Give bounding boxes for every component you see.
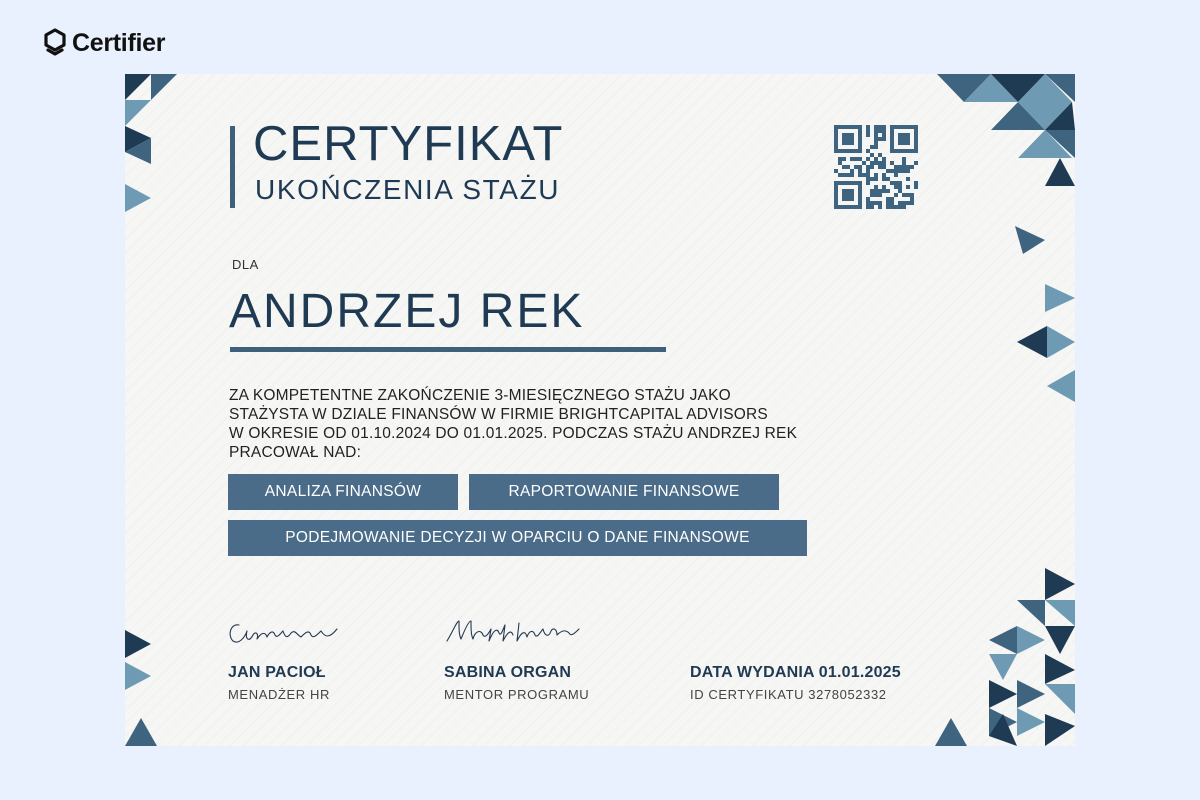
decor-triangle xyxy=(125,662,151,690)
decor-triangle xyxy=(1045,626,1075,654)
certificate-description xyxy=(229,386,869,462)
decor-triangle xyxy=(125,718,157,746)
decor-triangle xyxy=(964,74,1018,102)
decor-triangle xyxy=(1045,102,1075,130)
description-line: PRACOWAŁ NAD: xyxy=(229,444,362,461)
title-accent-bar xyxy=(230,126,235,208)
decor-triangle xyxy=(125,74,151,100)
decor-triangle xyxy=(1017,708,1045,736)
qr-code-icon xyxy=(834,125,918,209)
decor-triangle xyxy=(125,100,151,126)
recipient-name: ANDRZEJ REK xyxy=(229,285,585,338)
decor-triangle xyxy=(991,74,1045,102)
decor-triangle xyxy=(125,126,151,152)
brand-logo xyxy=(44,28,165,58)
decor-triangle xyxy=(1017,680,1045,708)
issue-date: DATA WYDANIA 01.01.2025 xyxy=(690,664,901,681)
skill-badge: PODEJMOWANIE DECYZJI W OPARCIU O DANE FINANSOWE xyxy=(228,520,807,556)
decor-triangle xyxy=(1045,684,1075,714)
decor-triangle xyxy=(151,74,177,100)
decor-triangle xyxy=(1045,568,1075,600)
decor-triangle xyxy=(1045,714,1075,746)
decor-triangle xyxy=(1047,370,1075,402)
decor-triangle xyxy=(1017,600,1045,626)
for-label: DLA xyxy=(232,257,259,272)
signatory-role: MENADŻER HR xyxy=(228,687,330,702)
description-line: STAŻYSTA W DZIALE FINANSÓW W FIRMIE BRIGHTCAPITAL ADVISORS xyxy=(229,406,768,423)
decor-triangle xyxy=(937,74,991,102)
signatory-role: MENTOR PROGRAMU xyxy=(444,687,590,702)
decor-triangle xyxy=(1045,158,1075,186)
decor-triangle xyxy=(125,630,151,658)
signatory-name: JAN PACIOŁ xyxy=(228,664,326,681)
certifier-logo-icon xyxy=(44,28,66,58)
decor-triangle xyxy=(1018,102,1072,130)
decor-triangle xyxy=(989,714,1017,746)
skill-badge: ANALIZA FINANSÓW xyxy=(228,474,458,510)
brand-name: Certifier xyxy=(72,28,166,57)
decor-triangle xyxy=(1015,226,1045,254)
decor-triangle xyxy=(989,626,1017,654)
decor-triangle xyxy=(989,654,1017,680)
certificate-title: CERTYFIKAT xyxy=(253,117,564,171)
certificate-subtitle: UKOŃCZENIA STAŻU xyxy=(255,174,561,205)
decor-triangle xyxy=(989,708,1017,736)
decor-triangle xyxy=(1045,74,1075,102)
description-line: W OKRESIE OD 01.10.2024 DO 01.01.2025. PODCZAS STAŻU ANDRZEJ REK xyxy=(229,425,798,442)
decor-triangle xyxy=(1045,654,1075,684)
decor-triangle xyxy=(935,718,967,746)
decor-triangle xyxy=(1047,326,1075,358)
decor-triangle xyxy=(1045,600,1075,626)
decor-triangle xyxy=(1045,284,1075,312)
decor-triangle xyxy=(1045,130,1075,158)
decor-triangle xyxy=(991,102,1045,130)
name-underline xyxy=(230,347,666,352)
decor-triangle xyxy=(989,680,1017,708)
decor-triangle xyxy=(1017,626,1045,654)
description-line: ZA KOMPETENTNE ZAKOŃCZENIE 3-MIESIĘCZNEGO STAŻU JAKO xyxy=(229,387,731,404)
decor-triangle xyxy=(1018,74,1072,102)
signatory-name: SABINA ORGAN xyxy=(444,664,572,681)
decor-triangle xyxy=(1017,326,1047,358)
decor-triangle xyxy=(1018,130,1072,158)
skill-badge: RAPORTOWANIE FINANSOWE xyxy=(469,474,779,510)
decor-triangle xyxy=(125,138,151,164)
signature-jan-paciol xyxy=(225,615,345,647)
decor-triangle xyxy=(125,184,151,212)
certificate-id: ID CERTYFIKATU 3278052332 xyxy=(690,687,887,702)
certificate-card xyxy=(125,74,1075,746)
signature-sabina-organ xyxy=(443,615,583,647)
